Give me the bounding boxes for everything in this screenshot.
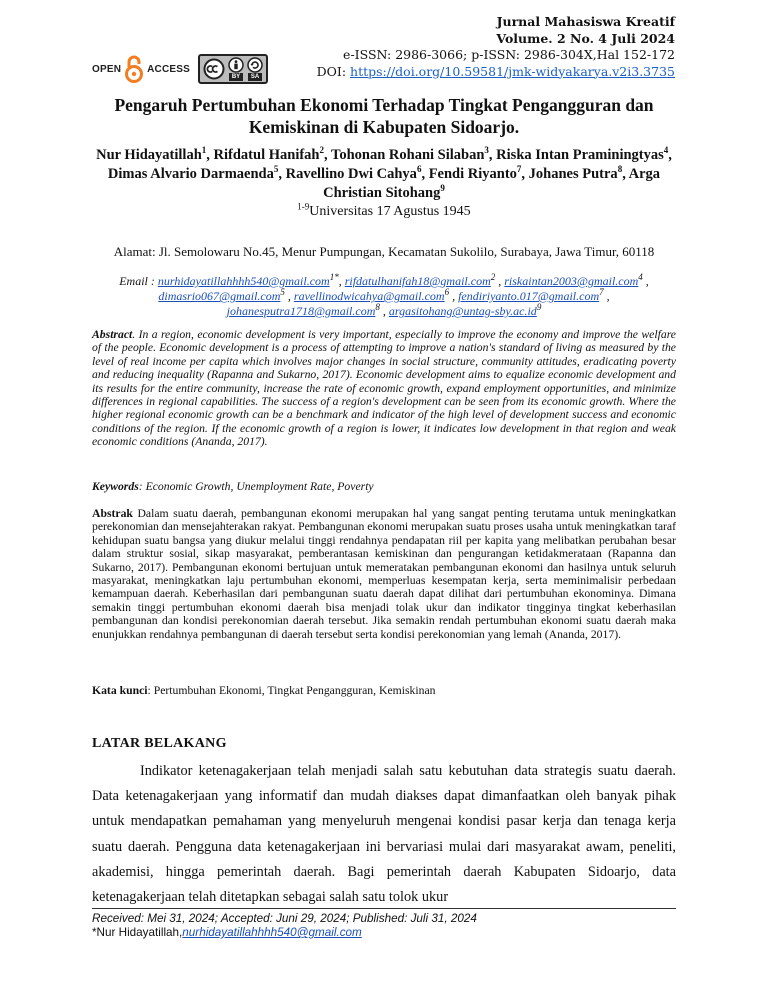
paper-title: Pengaruh Pertumbuhan Ekonomi Terhadap Tingkat Pengangguran dan Kemiskinan di Kabupaten Sidoarjo. [114,95,654,137]
cc-by-sa-badge: BY SA [198,54,268,84]
author-list: Nur Hidayatillah$^1$, Rifdatul Hanifah$^2$, Tohonan Rohani Silaban$^3$, Riska Intan Praminingtyas$^4$, Dimas Alvario Darmaenda$^5$, Ravellino Dwi Cahya$^6$, Fendi Riyanto$^7$, Johanes Putra$^8$, Arga Christian Sitohang$^9$ [96,145,672,201]
share-alike-icon [247,57,263,73]
section-heading: LATAR BELAKANG [92,736,227,751]
email-link[interactable]: riskaintan2003@gmail.com [504,274,639,288]
received-dates: Received: Mei 31, 2024; Accepted: Juni 29, 2024; Published: Juli 31, 2024 [92,912,477,925]
footer [92,912,676,940]
affiliation: $^{1-9}$Universitas 17 Agustus 1945 [297,201,471,219]
email-link[interactable]: rifdatulhanifah18@gmail.com [344,274,491,288]
body-text [92,759,676,910]
footer-divider [92,908,676,909]
abstract-english: Abstract. In a region, economic development is very important, especially to improve the economy and improve the welfare of the people. Economic development is a process of attempting to improve a nation's standard of living as measured by the level of real income per capita which involves major changes in social structure, community attitudes, eradicating poverty and reducing inequality (Rapanna and Sukarno, 2017). Economic development aims to equalize economic development and its results for the entire community, increase the rate of economic growth, expand employment opportunities, and minimize differences in regional capabilities. The success of a region's development can be seen from its economic growth. Where the higher regional economic growth can be a benchmark and indicator of the high level of development success and economic conditions of the region. If the economic growth of a region is lower, it indicates low development in that region and weak economic conditions (Ananda, 2017). [92,328,676,449]
journal-doi: DOI: https://doi.org/10.59581/jmk-widyakarya.v2i3.3735 [316,63,675,79]
author-sup: 5 [273,164,279,175]
email-sup: 5 [280,287,285,297]
journal-issn: e-ISSN: 2986-3066; p-ISSN: 2986-304X,Hal 152-172 [343,47,675,62]
author-name: Nur Hidayatillah [96,147,202,163]
corresponding-author: *Nur Hidayatillah,nurhidayatillahhhh540@gmail.com [92,926,362,939]
open-access-lock-icon [125,55,143,83]
author-sup: 6 [416,164,422,175]
email-sup: 8 [375,302,380,312]
email-sup: 2 [490,272,496,282]
attribution-icon [228,57,244,73]
author-sup: 1 [201,145,207,156]
creative-commons-icon [203,58,225,80]
author-sup: 9 [440,183,445,194]
author-name: Ravellino Dwi Cahya [285,166,417,182]
address: Alamat: Jl. Semolowaru No.45, Menur Pumpungan, Kecamatan Sukolilo, Surabaya, Jawa Timur, 60118 [113,244,655,259]
email-sup: 4 [638,272,643,282]
email-link[interactable]: nurhidayatillahhhh540@gmail.com [157,274,330,288]
author-sup: 8 [617,164,623,175]
abstract-indonesian: Abstrak Dalam suatu daerah, pembangunan ekonomi merupakan hal yang sangat penting terutama untuk meningkatkan perekonomian dan mensejahterakan rakyat. Pembangunan ekonomi merupakan suatu proses usaha untuk meningkatkan taraf kehidupan suatu bangsa yang diukur melalui tinggi rendahnya pendapatan riil per kapita yang melibatkan perubahan besar dalam struktur sosial, sikap masyarakat, pemberantasan kemiskinan dan pengurangan ketidakmerataan (Rapanna dan Sukarno, 2017). Pembangunan ekonomi bertujuan untuk memeratakan pembangunan ekonomi dan hasilnya untuk seluruh masyarakat, meningkatkan laju pertumbuhan ekonomi, memperluas kesempatan kerja, serta meminimalisir perbedaan kemampuan daerah. Keberhasilan dari pembangunan suatu daerah dapat dilihat dari pertumbuhan ekonominya. Dimana semakin tinggi pertumbuhan ekonomi daerah bisa menjadi tolak ukur dan indikator tingginya tingkat keberhasilan pembangunan dan kondisi perekonomian daerah tersebut. Jika semakin rendah pertumbuhan ekonomi suatu daerah maka enunjukkan rendahnya pembangunan di daerah tersebut serta kondisi perekonomian yang lemah (Ananda, 2017). [92,507,676,641]
author-name: Tohonan Rohani Silaban [331,147,485,163]
author-name: Johanes Putra [528,166,618,182]
email-sup: 6 [444,287,450,297]
author-sup: 4 [663,145,669,156]
author-name: Fendi Riyanto [428,166,517,182]
license-logos [92,52,268,86]
author-name: Rifdatul Hanifah [213,147,320,163]
author-sup: 3 [484,145,489,156]
keywords-english: Keywords: Economic Growth, Unemployment Rate, Poverty [92,480,374,493]
author-name: Arga Christian Sitohang [323,166,661,201]
journal-info [317,14,675,80]
email-link[interactable]: ravellinodwicahya@gmail.com [293,289,445,303]
author-sup: 2 [319,145,324,156]
corresponding-email-link[interactable]: nurhidayatillahhhh540@gmail.com [182,926,362,939]
open-access-logo: OPEN ACCESS [92,55,190,83]
journal-name: Jurnal Mahasiswa Kreatif [496,14,675,29]
journal-volume: Volume. 2 No. 4 Juli 2024 [496,30,675,46]
doi-link[interactable]: https://doi.org/10.59581/jmk-widyakarya.v2i3.3735 [350,63,675,79]
email-list: Email : nurhidayatillahhhh540@gmail.com$^{1*}$, rifdatulhanifah18@gmail.com$^2$ , riskaintan2003@gmail.com$^4$ , dimasrio067@gmail.com$^5$ , ravellinodwicahya@gmail.com$^6$ , fendiriyanto.017@gmail.com$^7$ , johanesputra1718@gmail.com$^8$ , $argasitohang@untag-sby.ac.id^9$ [119,272,649,318]
keywords-indonesian: Kata kunci: Pertumbuhan Ekonomi, Tingkat Pengangguran, Kemiskinan [92,684,436,697]
email-label: Email : [119,274,158,288]
email-link[interactable]: argasitohang@untag-sby.ac.id [388,304,537,318]
email-sup: 1* [329,272,339,282]
email-link[interactable]: dimasrio067@gmail.com [158,289,281,303]
author-name: Dimas Alvario Darmaenda [107,166,274,182]
email-link[interactable]: johanesputra1718@gmail.com [226,304,376,318]
author-sup: 7 [516,164,522,175]
email-sup: 7 [599,287,604,297]
email-link[interactable]: fendiriyanto.017@gmail.com [458,289,600,303]
email-sup: 9 [536,302,542,312]
author-name: Riska Intan Praminingtyas [496,147,664,163]
body-paragraph: Indikator ketenagakerjaan telah menjadi salah satu kebutuhan data strategis suatu daerah. Data ketenagakerjaan yang informatif dan mudah diakses dapat dimanfaatkan oleh banyak pihak untuk mendapatkan pemahaman yang menyeluruh mengenai kondisi pasar kerja dan tenaga kerja suatu daerah. Pengguna data ketenagakerjaan ini bervariasi mulai dari masyarakat awam, peneliti, akademisi, hingga pemerintah daerah. Bagi pemerintah daerah Kabupaten Sidoarjo, data ketenagakerjaan telah ditetapkan sebagai salah satu tolok ukur [92,763,676,906]
